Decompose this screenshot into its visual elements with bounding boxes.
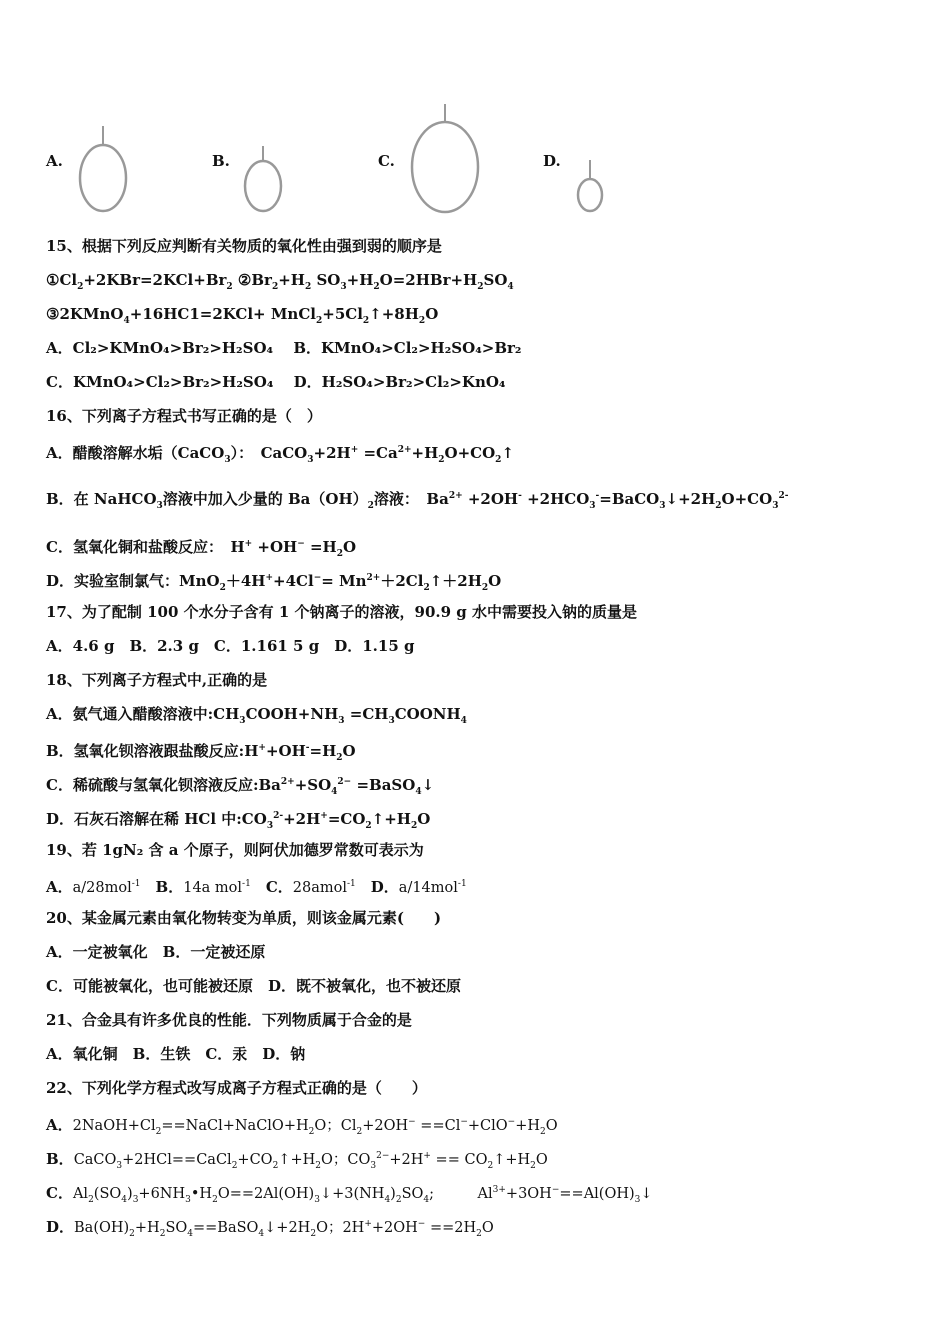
q16-option-d: D．实验室制氯气：$MnO_2+4H^++4Cl^-= Mn^{2+}+2Cl_2↑+2H_2O$ — [46, 572, 502, 593]
q21-options: A．氧化铜 B．生铁 C．汞 D．钠 — [46, 1045, 306, 1063]
q18-option-d: D．石灰石溶解在稀 HCl 中$:CO_3^{2-}+2H^+=CO_2↑+H_2O$ — [46, 810, 431, 831]
q14-option-c-label: C. — [378, 152, 395, 170]
q22-option-d: D．$Ba(OH)_2+H_2SO_4==BaSO_4↓+2H_2O$；$2H^++2OH^- ==2H_2O$ — [46, 1217, 494, 1239]
q14-option-c-figure — [408, 102, 484, 218]
q14-option-b-label: B. — [212, 152, 230, 170]
q15-stem: 15、根据下列反应判断有关物质的氧化性由强到弱的顺序是 — [46, 237, 442, 255]
q16-option-b: B．在 NaHCO$_3$溶液中加入少量的 $Ba(OH)_2$溶液： $Ba^{2+} +2OH^-$ $+2HCO_3^-=BaCO_3↓+2H_2O+CO_3^{2-}$ — [46, 490, 789, 511]
q21-stem: 21、合金具有许多优良的性能．下列物质属于合金的是 — [46, 1011, 412, 1029]
q17-stem: 17、为了配制 100 个水分子含有 1 个钠离子的溶液，90.9 g 水中需要投入钠的质量是 — [46, 603, 637, 621]
q20-options-ab: A．一定被氧化 B．一定被还原 — [46, 943, 266, 961]
q16-option-c: C．氢氧化铜和盐酸反应： $H^+ +OH^- =H_2O$ — [46, 538, 357, 559]
q17-options: A．4.6 g B．2.3 g C．1.161 5 g D．1.15 g — [46, 637, 415, 655]
q18-option-a: A．氨气通入醋酸溶液中$:CH_3COOH+NH_3$ $=CH_3COONH_4$ — [46, 705, 467, 726]
q18-stem: 18、下列离子方程式中,正确的是 — [46, 671, 268, 689]
q22-option-a: A．$2NaOH+Cl_2==NaCl+NaClO+H_2O$；$Cl_2+2OH^- ==Cl^-+ClO^-+H_2O$ — [46, 1115, 558, 1137]
q20-options-cd: C．可能被氧化，也可能被还原 D．既不被氧化，也不被还原 — [46, 977, 461, 995]
q22-option-b: B．$CaCO_3+2HCl==CaCl_2+CO_2↑+H_2O$；$CO_3^{2-}+2H^+$ == $CO_2↑+H_2O$ — [46, 1149, 548, 1171]
q14-option-d-label: D. — [543, 152, 561, 170]
q14-option-d-figure — [574, 158, 608, 216]
q15-reaction-1-2: $①Cl_2+2KBr=2KCl+Br_2$ $②Br_2+H_2$ $SO_3+H_2O=2HBr+H_2SO_4$ — [46, 271, 514, 292]
q22-stem: 22、下列化学方程式改写成离子方程式正确的是（ ） — [46, 1079, 427, 1097]
q18-option-b: B．氢氧化钡溶液跟盐酸反应$:H^++OH^-=H_2O$ — [46, 742, 356, 763]
q20-stem: 20、某金属元素由氧化物转变为单质，则该金属元素( ) — [46, 909, 442, 927]
q15-option-c: C．KMnO₄>Cl₂>Br₂>H₂SO₄ — [46, 373, 274, 391]
q15-option-a: A．Cl₂>KMnO₄>Br₂>H₂SO₄ — [46, 339, 274, 357]
q14-option-a-label: A. — [46, 152, 63, 170]
q22-option-c: C．$Al_2(SO_4)_3+6NH_3•H_2O==2Al(OH)_3↓+3(NH_4)_2SO_4$; $Al^{3+}+3OH^-==Al(OH)_3↓$ — [46, 1183, 653, 1205]
q15-option-d: D．H₂SO₄>Br₂>Cl₂>KnO₄ — [293, 373, 506, 391]
q18-option-c: C．稀硫酸与氢氧化钡溶液反应$:Ba^{2+}+SO_4^{2-}$ =BaSO$_4$↓ — [46, 776, 435, 797]
q15-options-cd — [46, 372, 506, 392]
q15-options-ab — [46, 338, 521, 358]
q16-stem: 16、下列离子方程式书写正确的是（ ） — [46, 407, 322, 425]
q15-reaction-3: ③2KMnO$_4$+16HC1=2KCl+ $MnCl_2+5Cl_2↑+8H_2O$ — [46, 305, 439, 326]
q15-option-b: B．KMnO₄>Cl₂>H₂SO₄>Br₂ — [293, 339, 522, 357]
q19-options: A．a/28mol$^{-1}$ B．14a mol$^{-1}$ C．28amol$^{-1}$ D．a/14mol$^{-1}$ — [46, 877, 467, 896]
q14-option-a-figure — [76, 122, 132, 217]
q16-option-a: A．醋酸溶解水垢（CaCO$_3$）： CaCO$_3$+2H+ $=Ca^{2+}+H_2O+CO_2↑$ — [46, 444, 515, 465]
q19-stem: 19、若 1gN₂ 含 a 个原子，则阿伏加德罗常数可表示为 — [46, 841, 424, 859]
q14-option-b-figure — [242, 144, 286, 216]
